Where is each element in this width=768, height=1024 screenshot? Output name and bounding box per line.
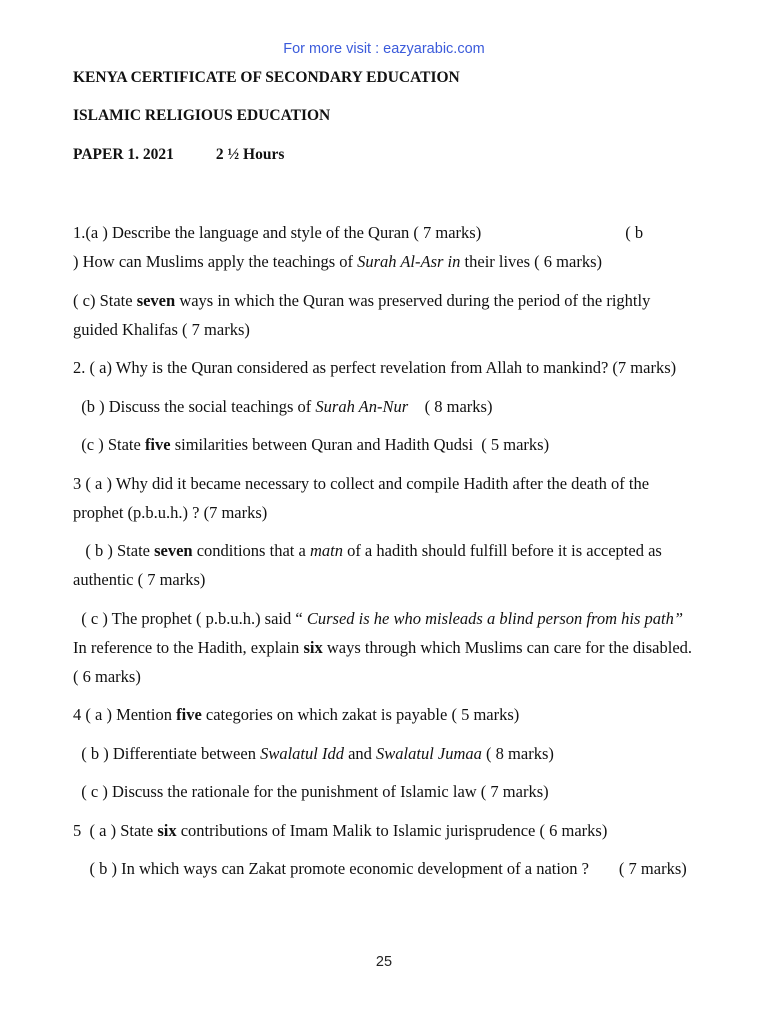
question-1a: 1.(a ) Describe the language and style of the Quran ( 7 marks) [73,223,482,242]
exam-subject: ISLAMIC RELIGIOUS EDUCATION [73,107,331,124]
question-2b: (b ) Discuss the social teachings of Surah An-Nur ( 8 marks) [73,396,493,416]
question-1b: ) How can Muslims apply the teachings of Surah Al-Asr in their lives ( 6 marks) [73,252,602,271]
question-3c: ( c ) The prophet ( p.b.u.h.) said “ Cursed is he who misleads a blind person from his path” In reference to the Hadith, explain six ways through which Muslims can care for the disabled. ( 6 marks) [73,608,697,686]
question-1c: ( c) State seven ways in which the Quran was preserved during the period of the rightly guided Khalifas ( 7 marks) [73,290,651,339]
question-3a: 3 ( a ) Why did it became necessary to collect and compile Hadith after the death of the prophet (p.b.u.h.) ? (7 marks) [73,473,650,522]
question-list [73,218,695,893]
question-5b-marks: ( 7 marks) [618,859,687,878]
question-3b: ( b ) State seven conditions that a matn of a hadith should fulfill before it is accepted as authentic ( 7 marks) [73,541,666,589]
question-2a: 2. ( a) Why is the Quran considered as perfect revelation from Allah to mankind? (7 marks) [73,358,677,377]
source-link[interactable]: For more visit : eazyarabic.com [283,41,485,57]
question-4b: ( b ) Differentiate between Swalatul Idd and Swalatul Jumaa ( 8 marks) [73,743,554,763]
question-5b: ( b ) In which ways can Zakat promote economic development of a nation ? ( 7 marks) [73,859,687,878]
paper-info [73,146,284,164]
exam-title: KENYA CERTIFICATE OF SECONDARY EDUCATION [73,69,460,86]
question-5a: 5 ( a ) State six contributions of Imam Malik to Islamic jurisprudence ( 6 marks) [73,820,608,840]
question-4c: ( c ) Discuss the rationale for the punishment of Islamic law ( 7 marks) [73,782,549,801]
paper-duration: 2 ½ Hours [215,146,285,163]
page-number: 25 [375,954,393,970]
question-4a: 4 ( a ) Mention five categories on which zakat is payable ( 5 marks) [73,705,520,724]
question-1 [73,218,695,276]
paper-label: PAPER 1. 2021 [73,146,174,163]
question-1b-prefix: ( b [625,223,644,242]
question-2c: (c ) State five similarities between Quran and Hadith Qudsi ( 5 marks) [73,435,550,454]
